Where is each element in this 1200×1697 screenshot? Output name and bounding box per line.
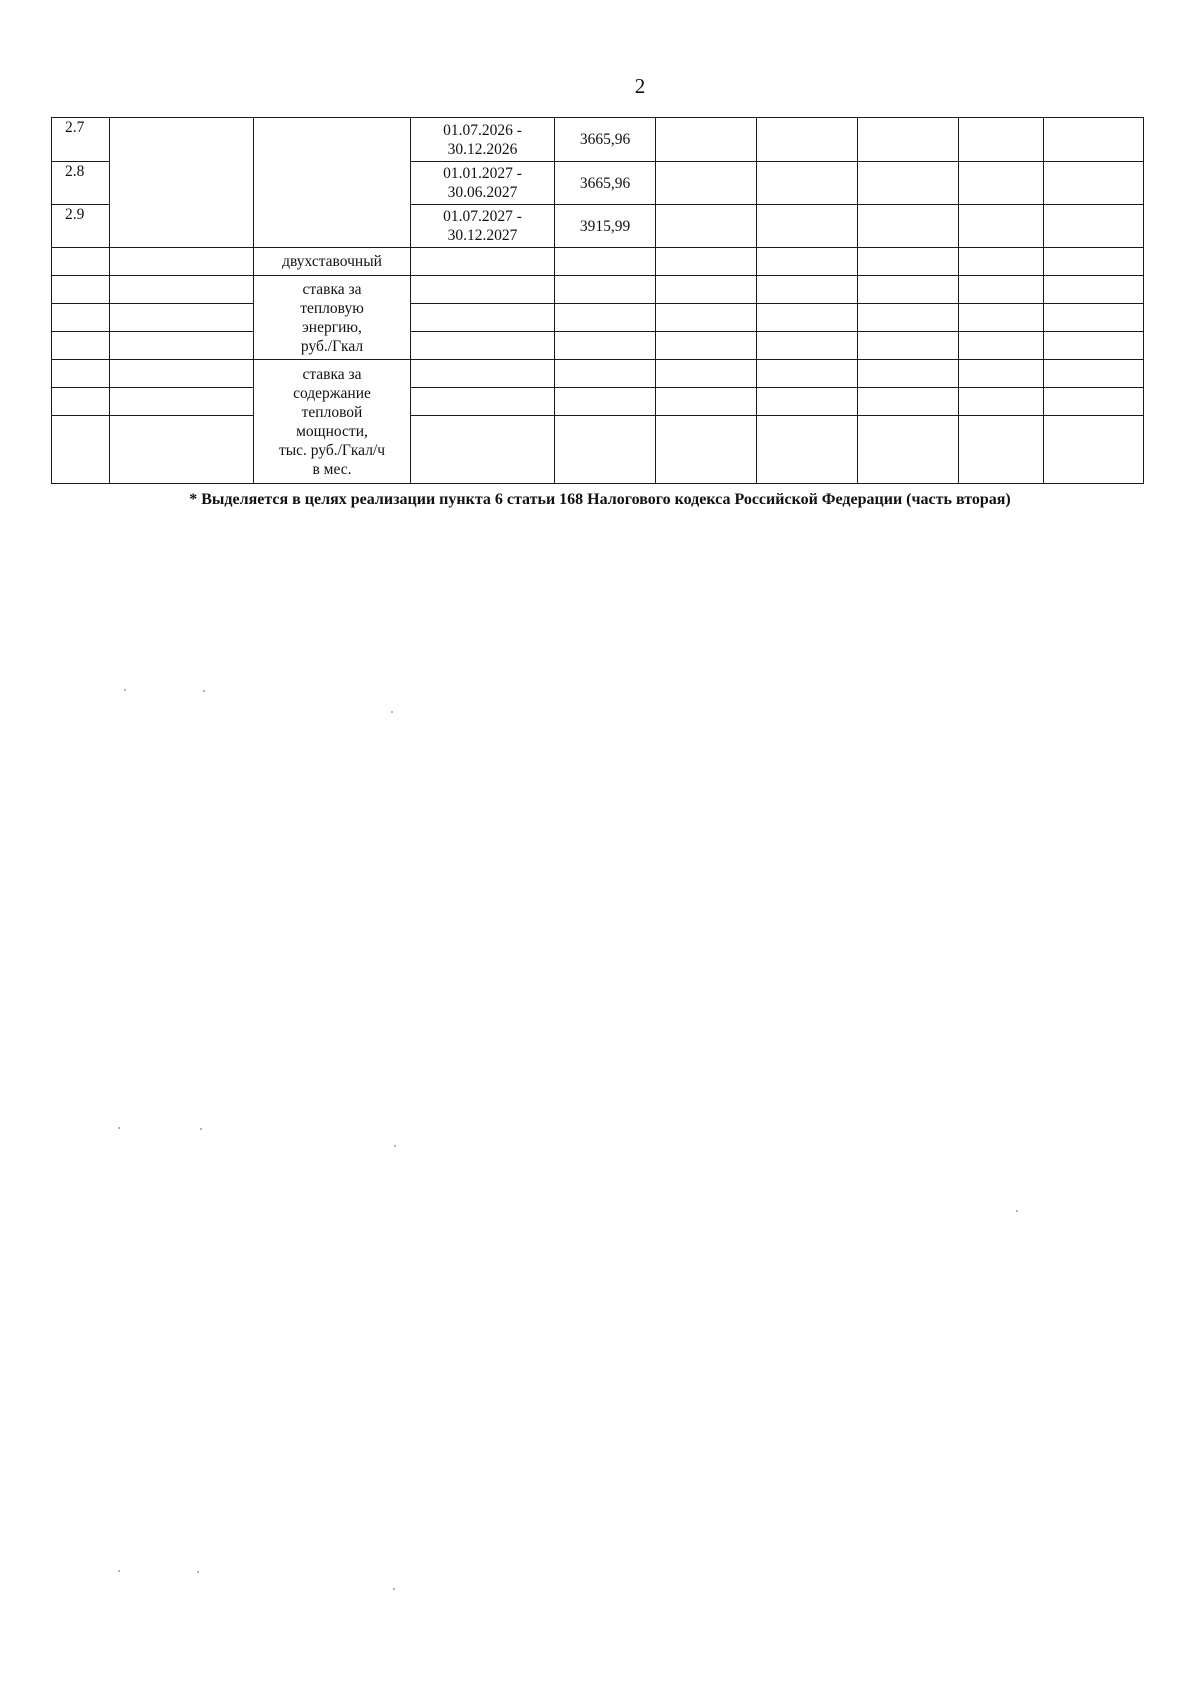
table-cell	[858, 416, 959, 484]
label-line: тепловую	[300, 299, 364, 317]
table-cell	[959, 248, 1044, 276]
energy-rate-label	[254, 276, 411, 360]
table-cell	[757, 276, 858, 304]
table-cell	[959, 388, 1044, 416]
period-end: 30.12.2027	[447, 227, 518, 244]
table-cell	[411, 332, 555, 360]
table-row	[52, 332, 1144, 360]
table-cell	[254, 118, 411, 248]
table-cell	[555, 360, 656, 388]
capacity-rate-label	[254, 360, 411, 484]
table-cell	[757, 205, 858, 248]
table-cell	[411, 248, 555, 276]
table-cell	[411, 276, 555, 304]
label-line: в мес.	[312, 460, 352, 478]
table-cell	[656, 162, 757, 205]
table-row	[52, 388, 1144, 416]
table-row	[52, 248, 1144, 276]
tariff-value: 3665,96	[555, 162, 656, 205]
table-cell	[555, 276, 656, 304]
period-start: 01.07.2027 -	[443, 208, 522, 225]
scan-speck	[393, 1588, 395, 1590]
table-cell	[656, 276, 757, 304]
table-cell	[1044, 332, 1144, 360]
period-end: 30.06.2027	[447, 184, 518, 201]
table-cell	[110, 360, 254, 388]
table-cell	[858, 304, 959, 332]
label-line: руб./Гкал	[300, 337, 364, 355]
table-cell	[52, 360, 110, 388]
table-cell	[411, 360, 555, 388]
table-cell	[757, 304, 858, 332]
table-row	[52, 118, 1144, 162]
scan-speck	[118, 1570, 120, 1572]
table-cell	[656, 332, 757, 360]
table-cell	[52, 276, 110, 304]
footnote: * Выделяется в целях реализации пункта 6 статьи 168 Налогового кодекса Российской Федерации (часть вторая)	[189, 491, 1011, 508]
tariff-value: 3665,96	[555, 118, 656, 162]
table-cell	[52, 416, 110, 484]
period-end: 30.12.2026	[447, 140, 518, 158]
table-cell	[959, 162, 1044, 205]
table-cell	[757, 248, 858, 276]
scan-speck	[118, 1127, 120, 1129]
table-cell	[858, 205, 959, 248]
table-cell	[757, 162, 858, 205]
scan-speck	[203, 690, 205, 692]
table-cell	[858, 332, 959, 360]
table-cell	[110, 304, 254, 332]
table-cell	[1044, 162, 1144, 205]
row-number: 2.8	[52, 162, 110, 205]
table-cell	[959, 118, 1044, 162]
table-cell	[110, 248, 254, 276]
table-cell	[110, 332, 254, 360]
table-cell	[110, 276, 254, 304]
table-cell	[52, 248, 110, 276]
table-cell	[1044, 118, 1144, 162]
scan-speck	[391, 711, 393, 713]
table-cell	[656, 248, 757, 276]
period-cell	[411, 162, 555, 205]
tariff-table	[51, 117, 1144, 484]
table-cell	[555, 304, 656, 332]
table-cell	[411, 388, 555, 416]
table-cell	[555, 388, 656, 416]
page-number: 2	[634, 74, 646, 98]
table-cell	[858, 360, 959, 388]
scan-speck	[1016, 1210, 1018, 1212]
table-cell	[858, 118, 959, 162]
table-cell	[656, 360, 757, 388]
row-number: 2.9	[52, 205, 110, 248]
table-cell	[959, 304, 1044, 332]
table-row	[52, 360, 1144, 388]
label-line: тепловой	[301, 403, 363, 421]
table-cell	[1044, 388, 1144, 416]
table-cell	[1044, 205, 1144, 248]
table-cell	[858, 248, 959, 276]
period-start: 01.01.2027 -	[443, 165, 522, 182]
table-cell	[110, 416, 254, 484]
table-cell	[1044, 276, 1144, 304]
table-cell	[1044, 304, 1144, 332]
table-row	[52, 304, 1144, 332]
table-cell	[959, 416, 1044, 484]
table-cell	[959, 360, 1044, 388]
label-line: мощности,	[296, 422, 368, 440]
table-cell	[757, 416, 858, 484]
scan-speck	[197, 1571, 199, 1573]
table-cell	[656, 388, 757, 416]
two-part-tariff-label: двухставочный	[254, 248, 411, 276]
table-cell	[1044, 248, 1144, 276]
table-cell	[656, 205, 757, 248]
label-line: ставка за	[302, 280, 362, 298]
label-line: содержание	[293, 384, 371, 402]
table-cell	[656, 416, 757, 484]
table-row	[52, 276, 1144, 304]
scan-speck	[394, 1145, 396, 1147]
period-cell	[411, 205, 555, 248]
row-number: 2.7	[52, 118, 110, 162]
scan-speck	[200, 1128, 202, 1130]
table-cell	[858, 162, 959, 205]
period-cell	[411, 118, 555, 162]
table-cell	[110, 388, 254, 416]
table-cell	[1044, 416, 1144, 484]
table-cell	[411, 304, 555, 332]
table-cell	[110, 118, 254, 248]
table-cell	[52, 304, 110, 332]
table-cell	[656, 118, 757, 162]
period-start: 01.07.2026 -	[443, 121, 522, 139]
table-cell	[959, 205, 1044, 248]
table-cell	[757, 332, 858, 360]
label-line: тыс. руб./Гкал/ч	[278, 441, 386, 459]
table-cell	[757, 388, 858, 416]
tariff-value: 3915,99	[555, 205, 656, 248]
table-cell	[858, 388, 959, 416]
table-cell	[555, 332, 656, 360]
scan-speck	[124, 689, 126, 691]
label-line: энергию,	[302, 318, 362, 336]
table-cell	[959, 332, 1044, 360]
table-cell	[52, 388, 110, 416]
table-cell	[52, 332, 110, 360]
table-cell	[757, 360, 858, 388]
table-cell	[656, 304, 757, 332]
table-cell	[757, 118, 858, 162]
label-line: ставка за	[302, 365, 362, 383]
table-cell	[555, 416, 656, 484]
table-cell	[959, 276, 1044, 304]
table-cell	[858, 276, 959, 304]
table-cell	[555, 248, 656, 276]
table-cell	[1044, 360, 1144, 388]
table-row	[52, 416, 1144, 484]
table-cell	[411, 416, 555, 484]
